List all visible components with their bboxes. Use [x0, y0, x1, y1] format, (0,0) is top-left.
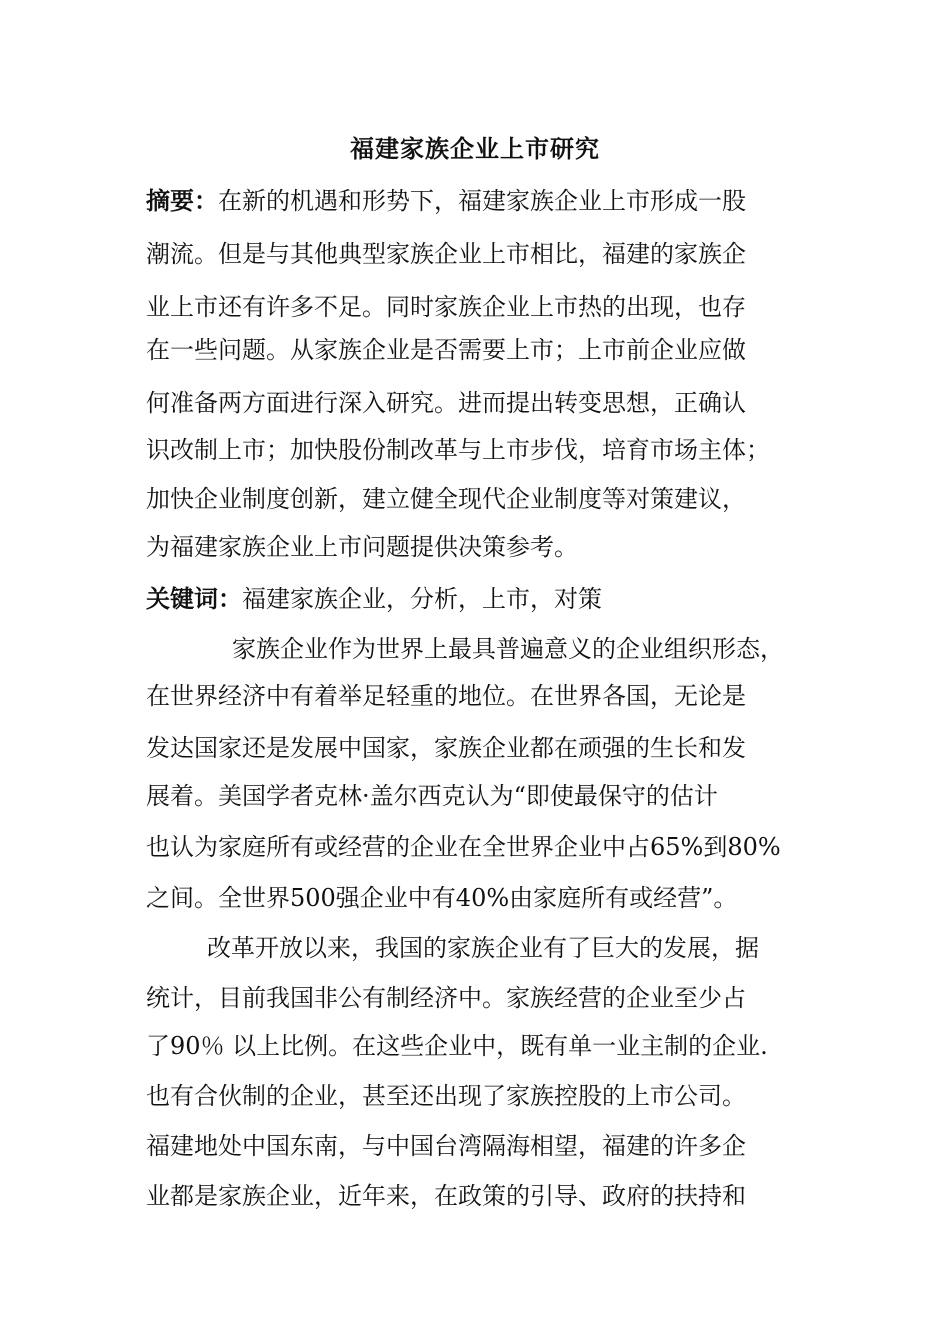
paragraph-line: 福建地处中国东南，与中国台湾隔海相望，福建的许多企 [146, 1132, 746, 1160]
abstract-line: 在一些问题。从家族企业是否需要上市；上市前企业应做 [146, 336, 746, 364]
paragraph-line: 改革开放以来，我国的家族企业有了巨大的发展，据 [207, 934, 759, 962]
keywords-label: 关键词： [146, 584, 242, 613]
paragraph-line: 展着。美国学者克林·盖尔西克认为“即使最保守的估计 [146, 782, 718, 810]
paragraph-line: 家族企业作为世界上最具普遍意义的企业组织形态， [232, 635, 784, 663]
paragraph-line: 也有合伙制的企业，甚至还出现了家族控股的上市公司。 [146, 1082, 746, 1110]
keywords-text: 福建家族企业，分析，上市，对策 [242, 585, 602, 613]
paragraph-line: 在世界经济中有着举足轻重的地位。在世界各国，无论是 [146, 682, 746, 710]
paragraph-line: 了90％ 以上比例。在这些企业中，既有单一业主制的企业. [146, 1032, 768, 1060]
abstract-text: 在新的机遇和形势下，福建家族企业上市形成一股 [218, 187, 746, 215]
abstract-line: 业上市还有许多不足。同时家族企业上市热的出现，也存 [146, 293, 746, 321]
abstract-line: 加快企业制度创新，建立健全现代企业制度等对策建议， [146, 485, 746, 513]
paragraph-line: 业都是家族企业，近年来，在政策的引导、政府的扶持和 [146, 1182, 746, 1210]
abstract-line: 何准备两方面进行深入研究。进而提出转变思想，正确认 [146, 389, 746, 417]
abstract-line: 为福建家族企业上市问题提供决策参考。 [146, 533, 578, 561]
paragraph-line: 发达国家还是发展中国家，家族企业都在顽强的生长和发 [146, 734, 746, 762]
abstract-label: 摘要： [146, 186, 218, 215]
paragraph-line: 统计，目前我国非公有制经济中。家族经营的企业至少占 [146, 984, 746, 1012]
paragraph-line: 也认为家庭所有或经营的企业在全世界企业中占65%到80% [146, 833, 781, 861]
abstract-line [146, 183, 746, 219]
keywords-line [146, 581, 602, 617]
paragraph-line: 之间。全世界500强企业中有40%由家庭所有或经营”。 [146, 884, 738, 912]
document-title: 福建家族企业上市研究 [350, 134, 600, 163]
abstract-line: 识改制上市；加快股份制改革与上市步伐，培育市场主体； [146, 436, 770, 464]
abstract-line: 潮流。但是与其他典型家族企业上市相比，福建的家族企 [146, 240, 746, 268]
